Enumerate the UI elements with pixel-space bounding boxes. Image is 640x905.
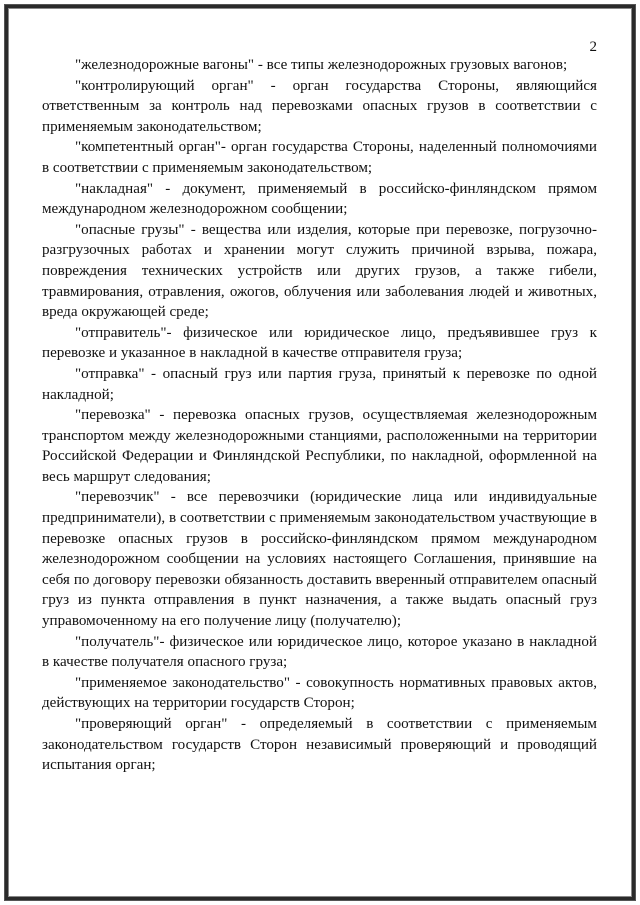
definition-paragraph: "контролирующий орган" - орган государства Стороны, являющийся ответственным за контроль над перевозками опасных грузов в соответствии с применяемым законодательством; <box>42 77 597 135</box>
definition-paragraph: "накладная" - документ, применяемый в российско-финляндском прямом международном железнодорожном сообщении; <box>42 180 597 218</box>
definition-paragraph: "опасные грузы" - вещества или изделия, которые при перевозке, погрузочно-разгрузочных работах и хранении могут служить причиной взрыва, пожара, повреждения технических устройств или других грузов, а также гибели, травмирования, отравления, ожогов, облучения или заболевания людей и животных, вреда окружающей среде; <box>42 221 597 321</box>
document-body <box>42 55 597 776</box>
definition-paragraph: "перевозчик" - все перевозчики (юридические лица или индивидуальные предприниматели), в соответствии с применяемым законодательством участвующие в перевозке опасных грузов в российско-финляндском прямом международном железнодорожном сообщении на условиях настоящего Соглашения, принявшие на себя по договору перевозки обязанность доставить вверенный отправителем опасный груз из пункта отправления в пункт назначения, а также выдать опасный груз управомоченному на его получение лицу (получателю); <box>42 489 597 630</box>
definition-paragraph: "применяемое законодательство" - совокупность нормативных правовых актов, действующих на территории государств Сторон; <box>42 674 597 712</box>
definition-paragraph: "отправка" - опасный груз или партия груза, принятый к перевозке по одной накладной; <box>42 365 597 403</box>
page-number: 2 <box>589 39 597 55</box>
definition-paragraph: "компетентный орган"- орган государства Стороны, наделенный полномочиями в соответствии с применяемым законодательством; <box>42 139 597 176</box>
definition-paragraph: "железнодорожные вагоны" - все типы железнодорожных грузовых вагонов; <box>75 57 568 73</box>
definition-paragraph: "проверяющий орган" - определяемый в соответствии с применяемым законодательством государств Сторон независимый проверяющий и проводящий испытания орган; <box>42 716 597 774</box>
definition-paragraph: "получатель"- физическое или юридическое лицо, которое указано в накладной в качестве получателя опасного груза; <box>42 633 597 671</box>
definition-paragraph: "отправитель"- физическое или юридическое лицо, предъявившее груз к перевозке и указанное в накладной в качестве отправителя груза; <box>42 324 597 362</box>
definition-paragraph: "перевозка" - перевозка опасных грузов, осуществляемая железнодорожным транспортом между железнодорожными станциями, расположенными на территории Российской Федерации и Финляндской Республики, по накладной, оформленной на весь маршрут следования; <box>42 407 597 485</box>
